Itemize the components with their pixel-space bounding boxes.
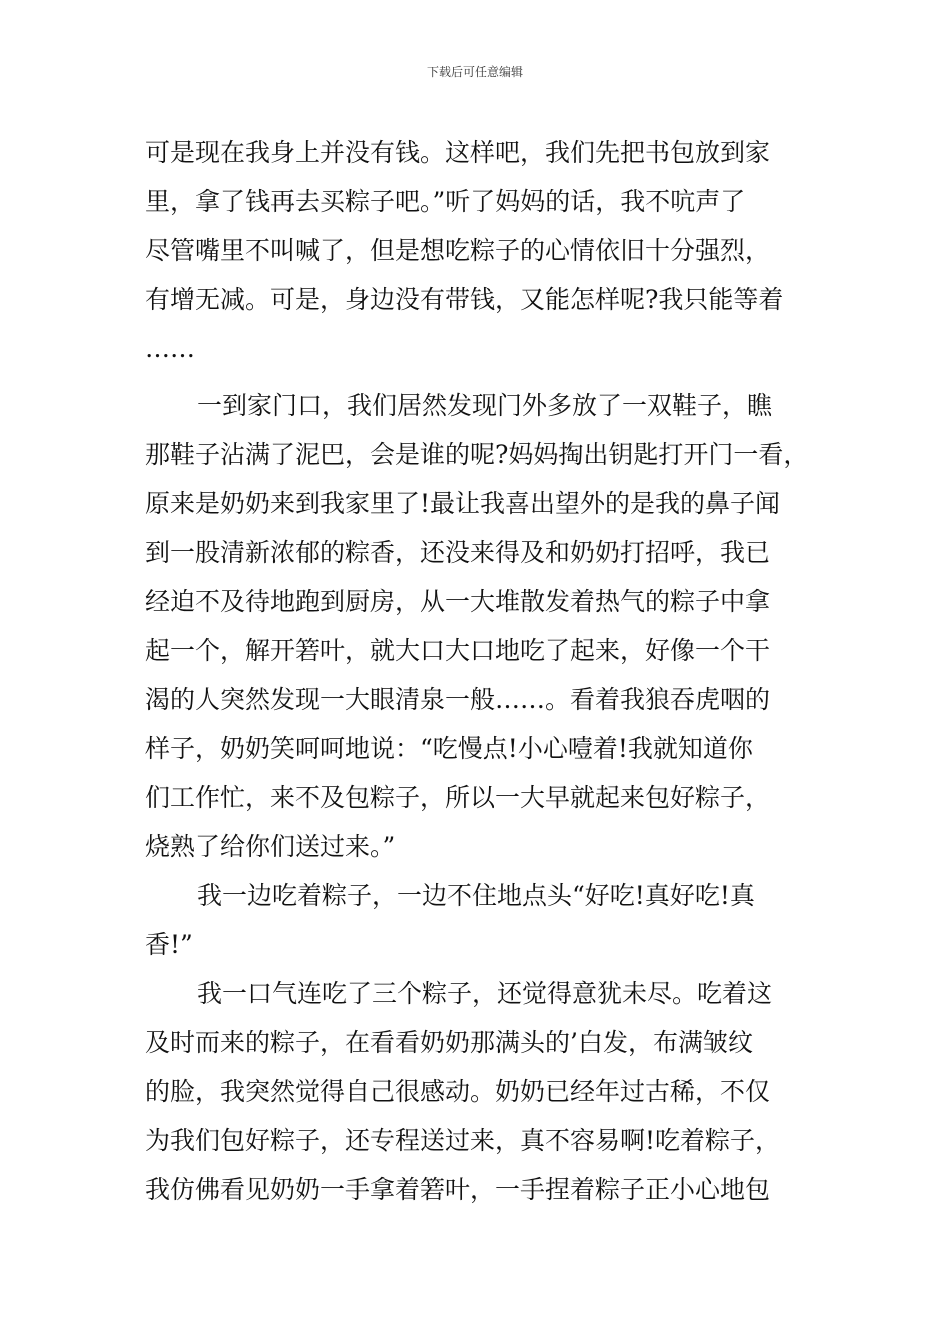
text-line: 里，拿了钱再去买粽子吧。”听了妈妈的话，我不吭声了 xyxy=(145,187,746,216)
body-text xyxy=(145,128,830,1214)
text-line: 及时而来的粽子，在看看奶奶那满头的’白发，布满皱纹 xyxy=(145,1028,753,1057)
text-line: 原来是奶奶来到我家里了!最让我喜出望外的是我的鼻子闻 xyxy=(145,489,781,518)
text-line: 起一个，解开箬叶，就大口大口地吃了起来，好像一个干 xyxy=(145,636,771,665)
text-line: 尽管嘴里不叫喊了，但是想吃粽子的心情依旧十分强烈， xyxy=(145,236,771,265)
text-line: 香!” xyxy=(145,930,193,959)
text-line: …… xyxy=(145,334,195,363)
text-line: 那鞋子沾满了泥巴，会是谁的呢?妈妈掏出钥匙打开门一看， xyxy=(145,440,809,469)
paragraph-start-line: 我一口气连吃了三个粽子，还觉得意犹未尽。吃着这 xyxy=(197,979,773,1008)
text-line: 渴的人突然发现一大眼清泉一般……。看着我狼吞虎咽的 xyxy=(145,685,771,714)
text-line: 有增无减。可是，身边没有带钱，又能怎样呢?我只能等着 xyxy=(145,285,784,314)
text-line: 的脸，我突然觉得自己很感动。奶奶已经年过古稀，不仅 xyxy=(145,1077,771,1106)
text-line: 可是现在我身上并没有钱。这样吧，我们先把书包放到家 xyxy=(145,138,771,167)
text-line: 烧熟了给你们送过来。” xyxy=(145,832,396,861)
paragraph-start-line: 一到家门口，我们居然发现门外多放了一双鞋子，瞧 xyxy=(197,391,773,420)
page-header: 下载后可任意编辑 xyxy=(426,65,523,79)
text-line: 我仿佛看见奶奶一手拿着箬叶，一手捏着粽子正小心地包 xyxy=(145,1175,771,1204)
text-line: 为我们包好粽子，还专程送过来，真不容易啊!吃着粽子， xyxy=(145,1126,781,1155)
text-line: 样子，奶奶笑呵呵地说：“吃慢点!小心噎着!我就知道你 xyxy=(145,734,753,763)
text-line: 们工作忙，来不及包粽子，所以一大早就起来包好粽子， xyxy=(145,783,771,812)
paragraph-start-line: 我一边吃着粽子，一边不住地点头“好吃!真好吃!真 xyxy=(197,881,755,910)
text-line: 到一股清新浓郁的粽香，还没来得及和奶奶打招呼，我已 xyxy=(145,538,771,567)
text-line: 经迫不及待地跑到厨房，从一大堆散发着热气的粽子中拿 xyxy=(145,587,771,616)
